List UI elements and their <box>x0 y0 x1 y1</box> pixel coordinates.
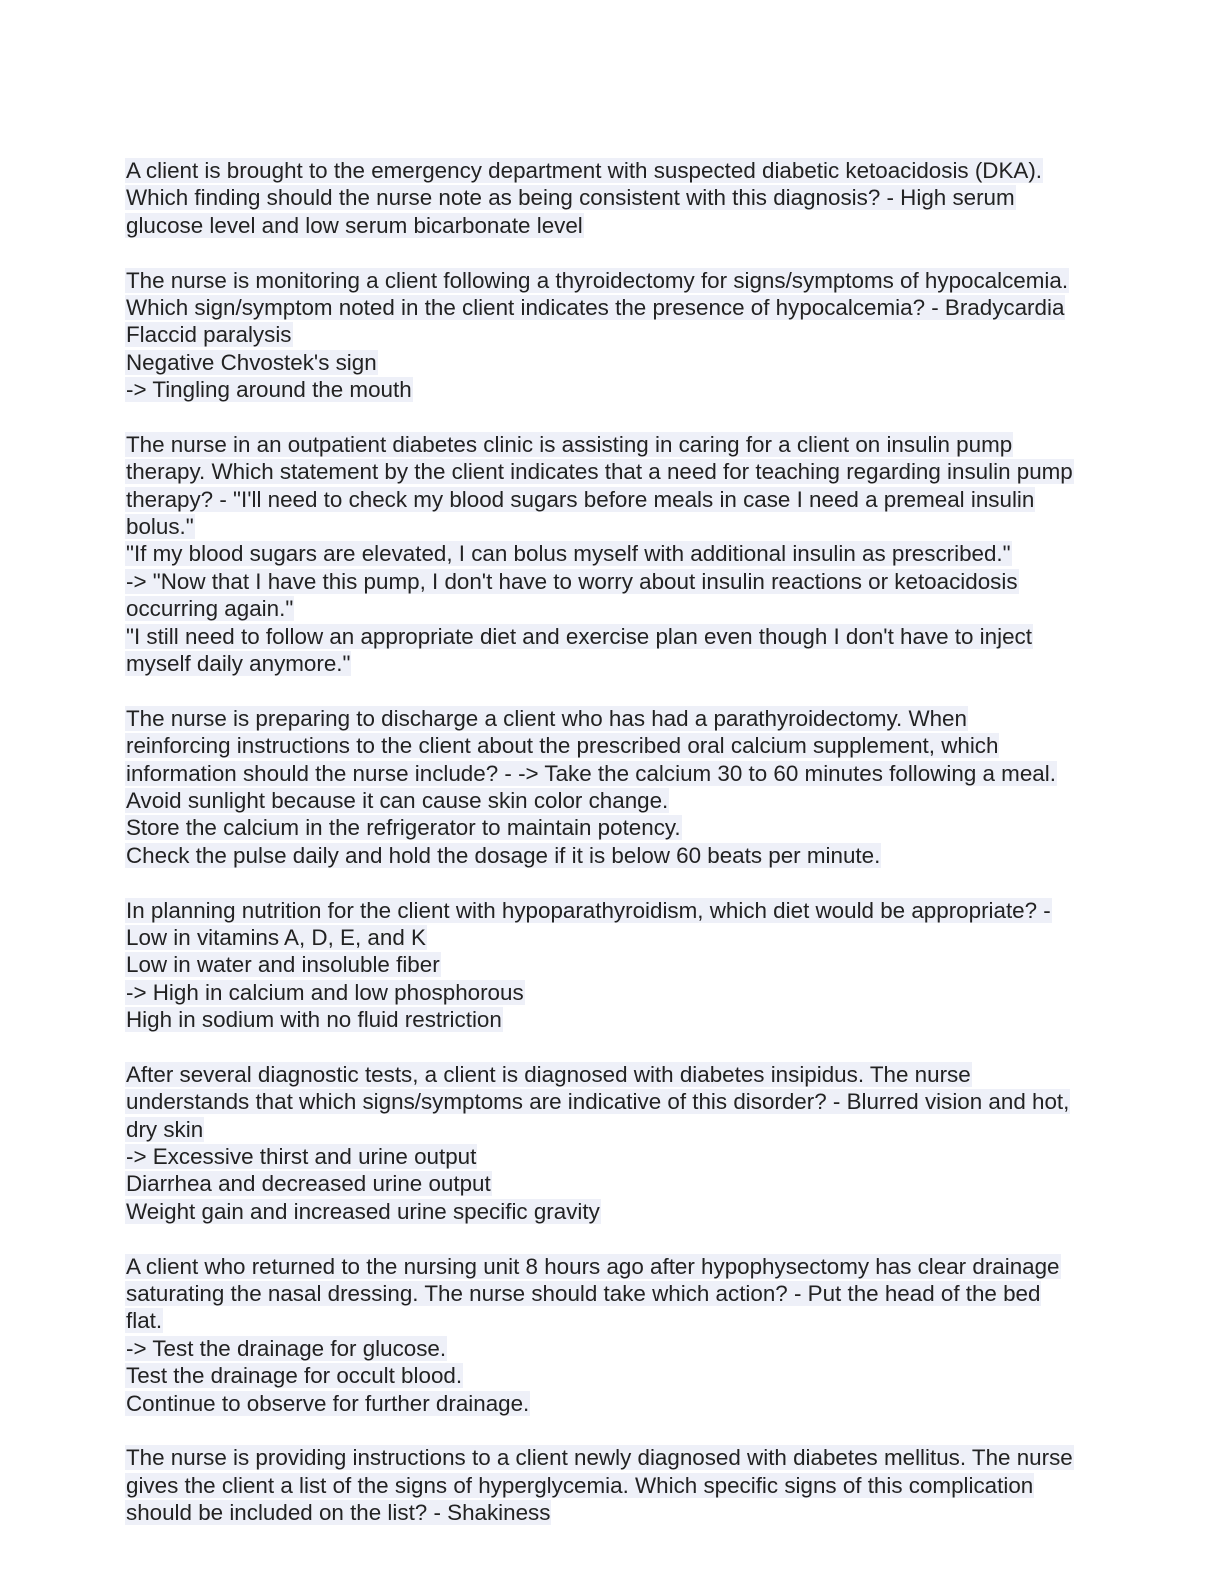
text-line <box>125 1472 1145 1499</box>
highlighted-text: A client is brought to the emergency department with suspected diabetic ketoacidosis (DKA). <box>126 158 1043 183</box>
question-block <box>125 157 1145 239</box>
text-line <box>125 1444 1145 1471</box>
highlighted-text: -> High in calcium and low phosphorous <box>126 979 524 1005</box>
highlighted-text: -> "Now that I have this pump, I don't have to worry about insulin reactions or ketoacidosis <box>126 568 1018 594</box>
highlighted-text: -> Excessive thirst and urine output <box>126 1144 477 1170</box>
highlighted-text: "If my blood sugars are elevated, I can bolus myself with additional insulin as prescribed." <box>126 541 1011 567</box>
text-line <box>125 1499 1145 1526</box>
highlighted-text: saturating the nasal dressing. The nurse should take which action? - Put the head of the bed <box>126 1281 1041 1307</box>
question-block <box>125 1061 1145 1225</box>
text-line <box>125 568 1145 595</box>
text-line <box>125 431 1145 458</box>
text-line <box>125 1253 1145 1280</box>
highlighted-text: Check the pulse daily and hold the dosage if it is below 60 beats per minute. <box>126 842 881 868</box>
question-block <box>125 1253 1145 1417</box>
highlighted-text: Continue to observe for further drainage. <box>126 1390 530 1416</box>
text-line <box>125 267 1145 294</box>
highlighted-text: The nurse is monitoring a client following a thyroidectomy for signs/symptoms of hypocalcemia. <box>126 267 1069 293</box>
text-line <box>125 1198 1145 1225</box>
text-line <box>125 184 1145 211</box>
highlighted-text: Which sign/symptom noted in the client indicates the presence of hypocalcemia? - Bradycardia <box>126 294 1065 320</box>
text-line <box>125 732 1145 759</box>
highlighted-text: dry skin <box>126 1116 204 1142</box>
text-line <box>125 376 1145 403</box>
highlighted-text: -> Tingling around the mouth <box>126 377 412 403</box>
text-line <box>125 486 1145 513</box>
text-line <box>125 1390 1145 1417</box>
text-line <box>125 1335 1145 1362</box>
question-block <box>125 267 1145 404</box>
text-line <box>125 760 1145 787</box>
text-line <box>125 1362 1145 1389</box>
highlighted-text: information should the nurse include? - -> Take the calcium 30 to 60 minutes following a meal. <box>126 760 1056 786</box>
highlighted-text: reinforcing instructions to the client about the prescribed oral calcium supplement, which <box>126 733 999 759</box>
document-page <box>125 157 1145 1554</box>
text-line <box>125 1143 1145 1170</box>
highlighted-text: The nurse is providing instructions to a client newly diagnosed with diabetes mellitus. The nurse <box>126 1445 1073 1471</box>
text-line <box>125 951 1145 978</box>
highlighted-text: High in sodium with no fluid restriction <box>126 1007 502 1033</box>
highlighted-text: Negative Chvostek's sign <box>126 349 377 375</box>
text-line <box>125 1006 1145 1033</box>
highlighted-text: bolus." <box>126 514 194 540</box>
highlighted-text: Store the calcium in the refrigerator to maintain potency. <box>126 815 681 841</box>
text-line <box>125 842 1145 869</box>
text-line <box>125 1170 1145 1197</box>
question-block <box>125 431 1145 678</box>
highlighted-text: Low in water and insoluble fiber <box>126 952 440 978</box>
text-line <box>125 595 1145 622</box>
question-block <box>125 705 1145 869</box>
highlighted-text: Diarrhea and decreased urine output <box>126 1171 491 1197</box>
text-line <box>125 1307 1145 1334</box>
text-line <box>125 458 1145 485</box>
text-line <box>125 623 1145 650</box>
highlighted-text: gives the client a list of the signs of hyperglycemia. Which specific signs of this complication <box>126 1472 1034 1498</box>
highlighted-text: therapy? - "I'll need to check my blood sugars before meals in case I need a premeal insulin <box>126 486 1035 512</box>
text-line <box>125 924 1145 951</box>
highlighted-text: In planning nutrition for the client with hypoparathyroidism, which diet would be appropriate? - <box>126 897 1051 923</box>
highlighted-text: Low in vitamins A, D, E, and K <box>126 924 426 950</box>
highlighted-text: The nurse is preparing to discharge a client who has had a parathyroidectomy. When <box>126 705 967 731</box>
text-line <box>125 650 1145 677</box>
text-line <box>125 349 1145 376</box>
text-line <box>125 705 1145 732</box>
highlighted-text: Weight gain and increased urine specific gravity <box>126 1198 600 1224</box>
highlighted-text: -> Test the drainage for glucose. <box>126 1335 447 1361</box>
text-line <box>125 814 1145 841</box>
highlighted-text: understands that which signs/symptoms are indicative of this disorder? - Blurred vision and hot, <box>126 1089 1070 1115</box>
highlighted-text: Which finding should the nurse note as being consistent with this diagnosis? - High serum <box>126 185 1015 211</box>
highlighted-text: Avoid sunlight because it can cause skin color change. <box>126 787 669 813</box>
highlighted-text: Flaccid paralysis <box>126 322 292 348</box>
text-line <box>125 157 1145 184</box>
highlighted-text: myself daily anymore." <box>126 651 351 677</box>
text-line <box>125 1280 1145 1307</box>
text-line <box>125 787 1145 814</box>
question-block <box>125 897 1145 1034</box>
highlighted-text: glucose level and low serum bicarbonate level <box>126 212 583 238</box>
highlighted-text: should be included on the list? - Shakiness <box>126 1500 551 1526</box>
text-line <box>125 321 1145 348</box>
text-line <box>125 513 1145 540</box>
highlighted-text: A client who returned to the nursing unit 8 hours ago after hypophysectomy has clear drainage <box>126 1253 1060 1279</box>
text-line <box>125 1116 1145 1143</box>
highlighted-text: "I still need to follow an appropriate diet and exercise plan even though I don't have to inject <box>126 623 1032 649</box>
text-line <box>125 897 1145 924</box>
highlighted-text: The nurse in an outpatient diabetes clinic is assisting in caring for a client on insulin pump <box>126 431 1013 457</box>
text-line <box>125 294 1145 321</box>
highlighted-text: occurring again." <box>126 596 294 622</box>
text-line <box>125 1061 1145 1088</box>
highlighted-text: Test the drainage for occult blood. <box>126 1363 463 1389</box>
text-line <box>125 1088 1145 1115</box>
text-line <box>125 212 1145 239</box>
text-line <box>125 540 1145 567</box>
text-line <box>125 979 1145 1006</box>
question-block <box>125 1444 1145 1526</box>
highlighted-text: therapy. Which statement by the client indicates that a need for teaching regarding insulin pump <box>126 459 1073 485</box>
highlighted-text: After several diagnostic tests, a client is diagnosed with diabetes insipidus. The nurse <box>126 1061 971 1087</box>
highlighted-text: flat. <box>126 1308 163 1334</box>
